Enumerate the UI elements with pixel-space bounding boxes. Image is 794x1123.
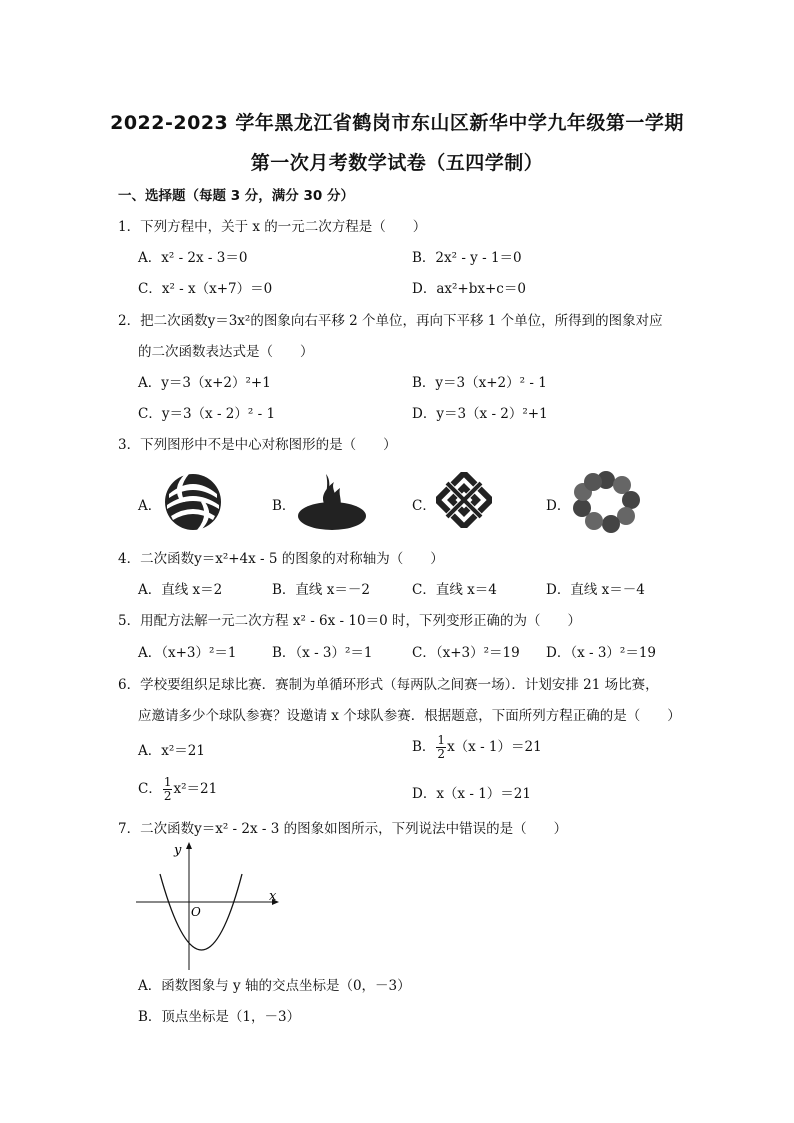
y-axis-arrow — [186, 842, 192, 849]
question-5-option-a[interactable]: A．（x+3）²＝1 — [138, 645, 237, 661]
interlaced-knot-figure — [436, 472, 492, 528]
option-b-expression: x（x - 1）＝21 — [447, 739, 542, 755]
question-2-stem-line2: 的二次函数表达式是（ ） — [138, 344, 314, 360]
question-1-option-d[interactable]: D．ax²+bx+c＝0 — [412, 281, 526, 297]
question-1-option-a[interactable]: A．x² - 2x - 3＝0 — [138, 250, 248, 266]
question-1-stem: 1．下列方程中，关于 x 的一元二次方程是（ ） — [118, 219, 427, 235]
question-3-option-b[interactable]: B． — [272, 498, 296, 514]
question-6-option-d[interactable]: D．x（x - 1）＝21 — [412, 786, 531, 802]
question-5-option-b[interactable]: B．（x - 3）²＝1 — [272, 645, 373, 661]
question-5-option-c[interactable]: C．（x+3）²＝19 — [412, 645, 520, 661]
question-5-stem: 5．用配方法解一元二次方程 x² - 6x - 10＝0 时，下列变形正确的为（ ） — [118, 613, 581, 629]
question-5-option-d[interactable]: D．（x - 3）²＝19 — [546, 645, 657, 661]
question-2-option-b[interactable]: B．y＝3（x+2）² - 1 — [412, 375, 547, 391]
option-c-letter: C． — [138, 781, 162, 797]
question-6-option-c[interactable] — [138, 776, 217, 803]
question-7-stem: 7．二次函数y＝x² - 2x - 3 的图象如图所示，下列说法中错误的是（ ） — [118, 821, 568, 837]
question-6-option-b[interactable] — [412, 734, 542, 761]
parabola-graph — [134, 840, 284, 975]
question-6-stem-line2: 应邀请多少个球队参赛？设邀请 x 个球队参赛．根据题意，下面所列方程正确的是（ ） — [138, 708, 681, 724]
question-1-option-c[interactable]: C．x² - x（x+7）＝0 — [138, 281, 273, 297]
question-4-option-c[interactable]: C．直线 x＝4 — [412, 582, 497, 598]
question-1-option-b[interactable]: B．2x² - y - 1＝0 — [412, 250, 522, 266]
question-4-option-b[interactable]: B．直线 x＝－2 — [272, 582, 370, 598]
y-axis-label: y — [174, 843, 182, 858]
question-4-option-d[interactable]: D．直线 x＝－4 — [546, 582, 645, 598]
fraction-one-half: $\frac{1}{2}$ — [163, 775, 172, 803]
flame-bowl-figure — [296, 470, 368, 532]
option-b-letter: B． — [412, 739, 436, 755]
question-3-option-c[interactable]: C． — [412, 498, 436, 514]
question-2-stem-line1: 2．把二次函数y＝3x²的图象向右平移 2 个单位，再向下平移 1 个单位，所得到的图象对应 — [118, 313, 663, 329]
question-4-option-a[interactable]: A．直线 x＝2 — [138, 582, 223, 598]
question-7-option-a[interactable]: A．函数图象与 y 轴的交点坐标是（0，－3） — [138, 978, 411, 994]
question-2-option-c[interactable]: C．y＝3（x - 2）² - 1 — [138, 406, 276, 422]
petal-ring-figure — [571, 470, 641, 534]
question-4-stem: 4．二次函数y＝x²+4x - 5 的图象的对称轴为（ ） — [118, 551, 444, 567]
section-heading: 一、选择题（每题 3 分，满分 30 分） — [118, 188, 354, 204]
swirl-logo-figure — [163, 472, 223, 532]
parabola-curve — [160, 874, 242, 950]
question-2-option-a[interactable]: A．y＝3（x+2）²+1 — [138, 375, 271, 391]
option-c-expression: x²＝21 — [173, 781, 218, 797]
question-3-stem: 3．下列图形中不是中心对称图形的是（ ） — [118, 437, 397, 453]
exam-title-line1: 2022-2023 学年黑龙江省鹤岗市东山区新华中学九年级第一学期 — [110, 112, 684, 134]
question-3-option-d[interactable]: D． — [546, 498, 571, 514]
question-7-option-b[interactable]: B．顶点坐标是（1，－3） — [138, 1009, 301, 1025]
question-2-option-d[interactable]: D．y＝3（x - 2）²+1 — [412, 406, 548, 422]
exam-title-line2: 第一次月考数学试卷（五四学制） — [250, 152, 544, 174]
origin-label: O — [191, 905, 201, 919]
question-6-option-a[interactable]: A．x²＝21 — [138, 743, 205, 759]
fraction-one-half: $\frac{1}{2}$ — [437, 733, 446, 761]
x-axis-label: x — [269, 889, 277, 904]
question-3-option-a[interactable]: A． — [138, 498, 162, 514]
question-6-stem-line1: 6．学校要组织足球比赛．赛制为单循环形式（每两队之间赛一场）．计划安排 21 场比赛， — [118, 677, 659, 693]
